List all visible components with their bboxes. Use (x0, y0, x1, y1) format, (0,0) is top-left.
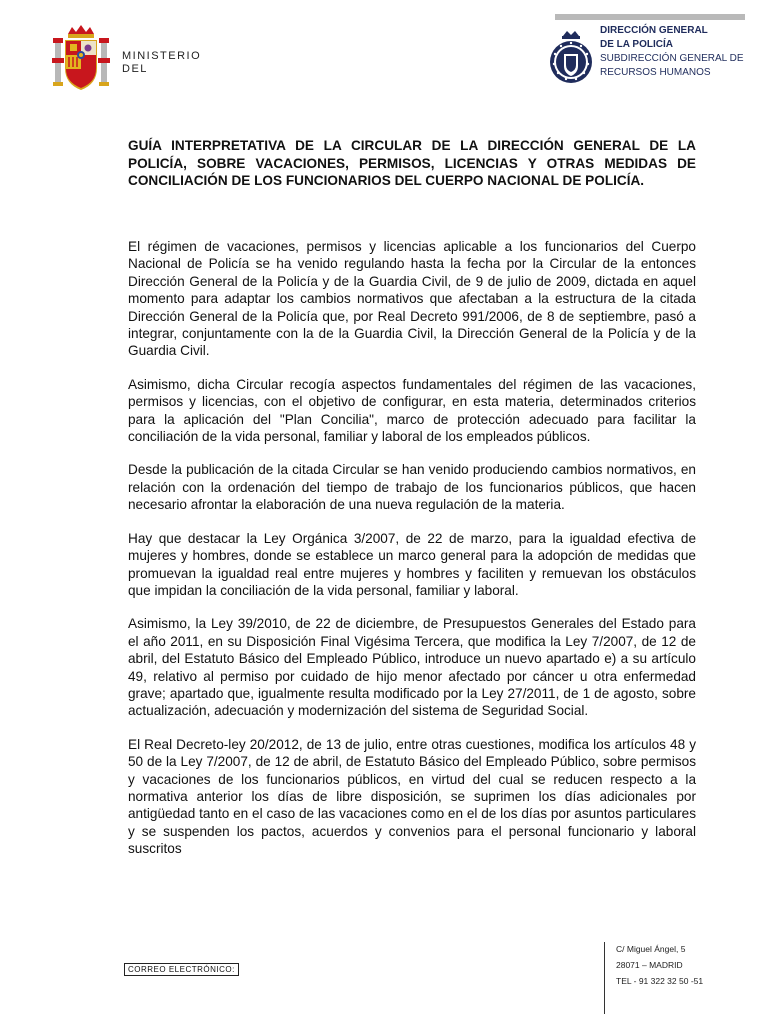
paragraph: Asimismo, la Ley 39/2010, de 22 de diciembre, de Presupuestos Generales del Estado para el año 2011, en su Disposición Final Vigésima Tercera, que modifica la Ley 7/2007, de 12 de abril, del Estatuto Básico del Empleado Público, introduce un nuevo apartado e) a su artículo 49, relativo al permiso por cuidado de hijo menor afectado por cáncer u otra enfermedad grave; apartado que, igualmente resulta modificado por la Ley 27/2011, de 1 de agosto, sobre actualización, adecuación y modernización del sistema de Seguridad Social. (128, 616, 696, 719)
address-city: 28071 – MADRID (616, 960, 683, 970)
subdirectorate-line-1: SUBDIRECCIÓN GENERAL DE (600, 53, 744, 64)
paragraph: Hay que destacar la Ley Orgánica 3/2007, de 22 de marzo, para la igualdad efectiva de mujeres y hombres, donde se establece un marco general para la adopción de medidas que promuevan la igualdad real entre mujeres y hombres y faciliten y remuevan los obstáculos que impidan la conciliación de la vida personal, familiar y laboral. (128, 530, 696, 598)
paragraph: Desde la publicación de la citada Circular se han venido produciendo cambios normativos, en relación con la ordenación del tiempo de trabajo de los funcionarios públicos, que hacen necesario afrontar la elaboración de una nueva regulación de la materia. (128, 462, 696, 513)
paragraph: Asimismo, dicha Circular recogía aspectos fundamentales del régimen de las vacaciones, permisos y licencias, con el objetivo de configurar, en esta materia, determinados criterios para la aplicación del "Plan Concilia", marco de protección adecuado para facilitar la conciliación de la vida personal, familiar y laboral de los empleados públicos. (128, 376, 696, 445)
email-label: CORREO ELECTRÓNICO: (124, 963, 239, 976)
paragraph: El Real Decreto-ley 20/2012, de 13 de julio, entre otras cuestiones, modifica los artículos 48 y 50 de la Ley 7/2007, de 12 de abril, de Estatuto Básico del Empleado Público, sobre permisos y vacaciones de los funcionarios públicos, en virtud del cual se reducen respecto a la normativa anterior los días de libre disposición, se suprimen los días adicionales por antigüedad tanto en el caso de las vacaciones como en el de los días por asuntos particulares y se suspenden los pactos, acuerdos y convenios para el personal funcionario y laboral suscritos (128, 736, 696, 857)
dg-line-2: DE LA POLICÍA (600, 39, 673, 50)
footer-divider (604, 942, 605, 1014)
ministry-name (122, 50, 201, 76)
dg-line-1: DIRECCIÓN GENERAL (600, 25, 708, 36)
address-street: C/ Miguel Ángel, 5 (616, 944, 686, 954)
police-badge-icon (548, 30, 594, 86)
subdirectorate-line-2: RECURSOS HUMANOS (600, 67, 711, 78)
paragraph: El régimen de vacaciones, permisos y licencias aplicable a los funcionarios del Cuerpo Nacional de Policía se ha venido regulando hasta la fecha por la Circular de la entonces Dirección General de la Policía y de la Guardia Civil, de 9 de julio de 2009, dictada en aquel momento para adaptar los cambios normativos que afectaban a la estructura de la citada Dirección General de la Policía que, por Real Decreto 991/2006, de 8 de septiembre, pasó a integrar, conjuntamente con la de la Guardia Civil, la Dirección General de la Policía y de la Guardia Civil. (128, 239, 696, 359)
address-phone: TEL - 91 322 32 50 -51 (616, 976, 704, 986)
ministry-line-1: MINISTERIO (122, 50, 202, 62)
document-body (128, 238, 696, 874)
footer-address (616, 941, 703, 989)
header-rule (555, 14, 745, 20)
ministry-line-2: DEL (122, 63, 148, 75)
document-title: GUÍA INTERPRETATIVA DE LA CIRCULAR DE LA DIRECCIÓN GENERAL DE LA POLICÍA, SOBRE VACACIONES, PERMISOS, LICENCIAS Y OTRAS MEDIDAS DE CONCILIACIÓN DE LOS FUNCIONARIOS DEL CUERPO NACIONAL DE POLICÍA. (128, 138, 696, 188)
coat-of-arms-icon (50, 24, 112, 92)
police-directorate-block (600, 24, 744, 80)
